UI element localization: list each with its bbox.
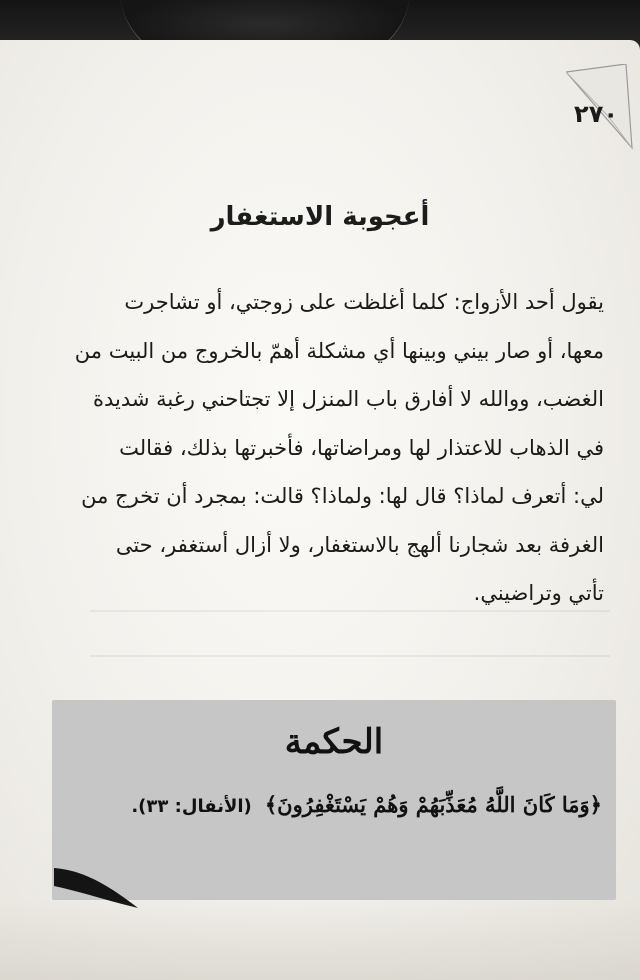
story-paragraph [56, 278, 604, 618]
paragraph-line: معها، أو صار بيني وبينها أي مشكلة أهمّ بالخروج من البيت من [74, 338, 604, 363]
quran-verse: ﴿وَمَا كَانَ اللَّهُ مُعَذِّبَهُمْ وَهُمْ يَسْتَغْفِرُونَ﴾ [264, 792, 602, 817]
page-number: ٢٧٠ [574, 100, 618, 128]
paragraph-line: في الذهاب للاعتذار لها ومراضاتها، فأخبرتها بذلك، فقالت [119, 435, 604, 460]
paragraph-line: لي: أتعرف لماذا؟ قال لها: ولماذا؟ قالت: بمجرد أن تخرج من [81, 484, 604, 508]
verse-line [72, 792, 602, 817]
paragraph-line: يقول أحد الأزواج: كلما أغلظت على زوجتي، أو تشاجرت [124, 290, 604, 314]
verse-reference: (الأنفال: ٣٣). [131, 796, 252, 817]
paragraph-line: الغرفة بعد شجارنا ألهج بالاستغفار، ولا أزال أستغفر، حتى [115, 532, 604, 557]
paragraph-line: تأتي وتراضيني. [473, 581, 604, 605]
wisdom-heading: الحكمة [284, 722, 384, 762]
bottom-shadow [0, 900, 640, 980]
page-title: أعجوبة الاستغفار [210, 202, 430, 232]
paragraph-line: الغضب، ووالله لا أفارق باب المنزل إلا تجتاحني رغبة شديدة [92, 387, 604, 411]
show-through-line [90, 655, 610, 657]
